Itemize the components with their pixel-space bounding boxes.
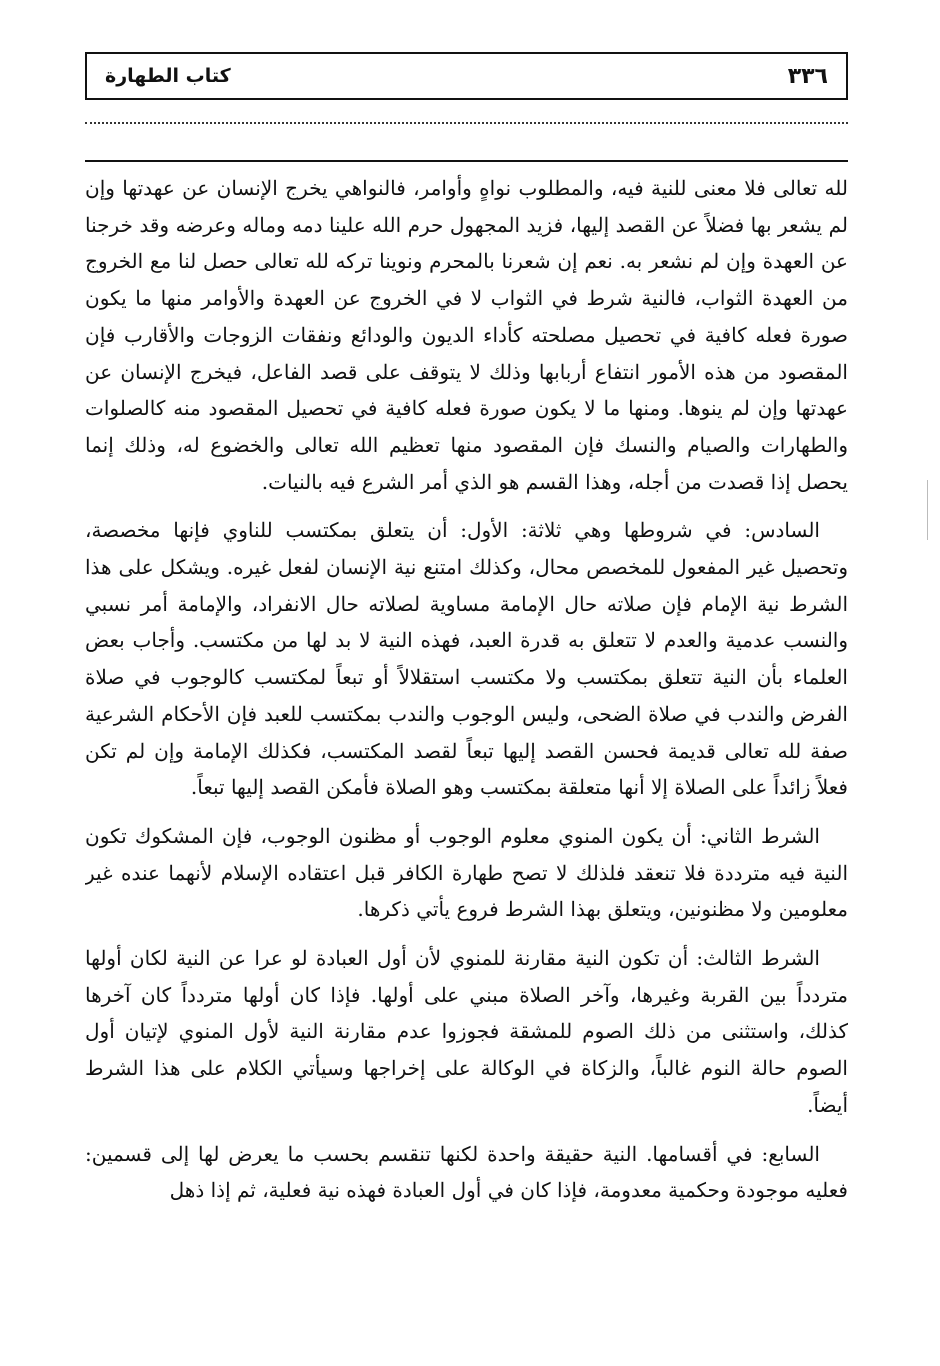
paragraph: السادس: في شروطها وهي ثلاثة: الأول: أن يتعلق بمكتسب للناوي فإنها مخصصة، وتحصيل غير المفعول للمخصص محال، وكذلك امتنع نية الإنسان لفعل غيره. ويشكل على هذا الشرط نية الإمام فإن صلاته حال الإمامة مساوية لصلاته حال الانفراد، والإمامة أمر نسبي والنسب عدمية والعدم لا تتعلق به قدرة العبد، فهذه النية لا بد لها من مكتسب. وأجاب بعض العلماء بأن النية تتعلق بمكتسب ولا مكتسب استقلالاً أو تبعاً لمكتسب كالوجوب في صلاة الفرض والندب في صلاة الضحى، وليس الوجوب والندب بمكتسب للعبد فإن الأحكام الشرعية صفة لله تعالى قديمة فحسن القصد إليها تبعاً لقصد المكتسب، فكذلك الإمامة وإن لم تكن فعلاً زائداً على الصلاة إلا أنها متعلقة بمكتسب وهو الصلاة فأمكن القصد إليها تبعاً. <box>85 518 848 800</box>
paragraph: الشرط الثاني: أن يكون المنوي معلوم الوجوب أو مظنون الوجوب، فإن المشكوك تكون النية فيه مترددة فلا تنعقد فلذلك لا تصح طهارة الكافر قبل اعتقاده الإسلام لأنهما عنده غير معلومين ولا مظنونين، ويتعلق بهذا الشرط فروع يأتي ذكرها. <box>85 823 848 922</box>
body-text <box>85 170 848 1320</box>
paragraph: السابع: في أقسامها. النية حقيقة واحدة لكنها تنقسم بحسب ما يعرض لها إلى قسمين: فعليه موجودة وحكمية معدومة، فإذا كان في أول العبادة فهذه نية فعلية، ثم إذا ذهل <box>85 1141 848 1203</box>
page-header <box>85 52 848 100</box>
header-rule <box>85 160 848 162</box>
page-number: ٣٣٦ <box>787 63 828 89</box>
dotted-separator <box>85 122 848 124</box>
paragraph: لله تعالى فلا معنى للنية فيه، والمطلوب نواهٍ وأوامر، فالنواهي يخرج الإنسان عن عهدتها وإن لم يشعر بها فضلاً عن القصد إليها، فزيد المجهول حرم الله علينا دمه وماله وعرضه وقد خرجنا عن العهدة وإن لم نشعر به. نعم إن شعرنا بالمحرم ونوينا تركه لله تعالى حصل لنا مع الخروج من العهدة الثواب، فالنية شرط في الثواب لا في الخروج عن العهدة والأوامر منها ما يكون صورة فعله كافية في تحصيل مصلحته كأداء الديون والودائع ونفقات الزوجات والأقارب فإن المقصود من هذه الأمور انتفاع أربابها وذلك لا يتوقف على قصد الفاعل، فيخرج الإنسان عن عهدتها وإن لم ينوها. ومنها ما لا يكون صورة فعله كافية في تحصيل المقصود منه كالصلوات والطهارات والصيام والنسك فإن المقصود منها تعظيم الله تعالى والخضوع له، وذلك إنما يحصل إذا قصدت من أجله، وهذا القسم هو الذي أمر الشرع فيه بالنيات. <box>85 176 848 494</box>
running-title: كتاب الطهارة <box>105 65 231 87</box>
margin-scan-mark <box>927 480 928 540</box>
paragraph: الشرط الثالث: أن تكون النية مقارنة للمنوي لأن أول العبادة لو عرا عن النية لكان أولها متردداً بين القربة وغيرها، وآخر الصلاة مبني على أولها. فإذا كان أولها متردداً كان آخرها كذلك، واستثنى من ذلك الصوم للمشقة فجوزوا عدم مقارنة النية لأول المنوي لإتيان أول الصوم حالة النوم غالباً، والزكاة في الوكالة على إخراجها وسيأتي الكلام على هذا الشرط أيضاً. <box>85 946 848 1117</box>
